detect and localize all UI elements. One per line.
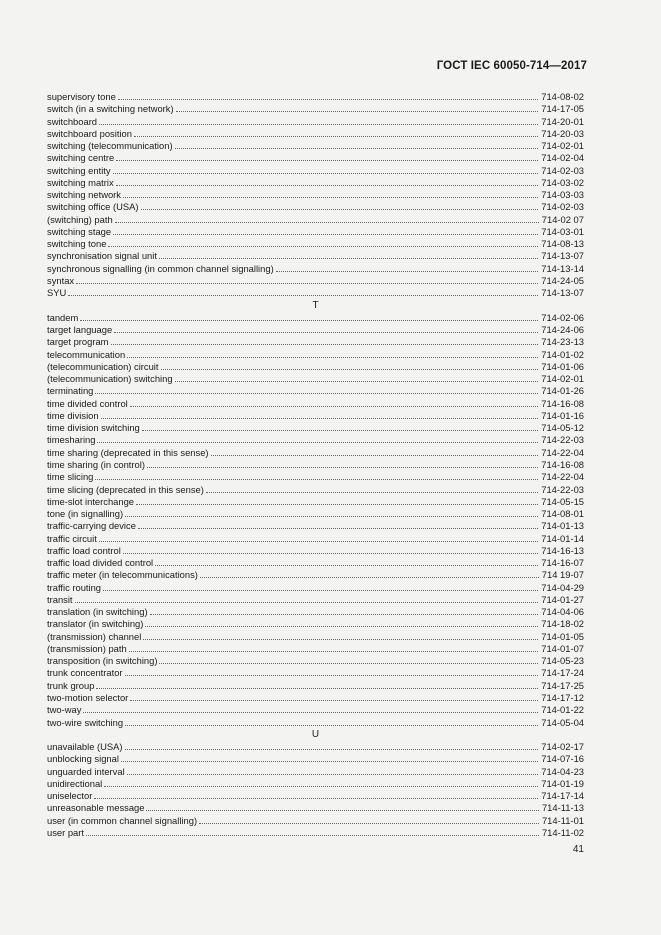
index-entry bbox=[47, 692, 584, 704]
dot-leader bbox=[150, 614, 539, 615]
dot-leader bbox=[68, 295, 538, 296]
entry-term: switchboard position bbox=[47, 127, 132, 139]
index-entry bbox=[47, 827, 584, 839]
entry-reference: 714-22-03 bbox=[541, 434, 584, 446]
entry-reference: 714-22-04 bbox=[541, 446, 584, 458]
entry-term: switching tone bbox=[47, 238, 107, 250]
entry-reference: 714-02-03 bbox=[541, 201, 584, 213]
dot-leader bbox=[130, 700, 538, 701]
entry-term: unavailable (USA) bbox=[47, 741, 123, 753]
dot-leader bbox=[116, 160, 538, 161]
entry-reference: 714-01-26 bbox=[541, 385, 584, 397]
entry-reference: 714-16-07 bbox=[541, 557, 584, 569]
dot-leader bbox=[116, 185, 539, 186]
entry-reference: 714-24-06 bbox=[541, 324, 584, 336]
entry-term: tandem bbox=[47, 311, 79, 323]
entry-reference: 714-11-02 bbox=[541, 826, 584, 838]
entry-term: (transmission) channel bbox=[47, 630, 142, 642]
index-entry bbox=[47, 508, 584, 520]
entry-reference: 714-02-06 bbox=[541, 311, 584, 323]
index-entry bbox=[47, 336, 584, 348]
entry-term: translation (in switching) bbox=[47, 606, 148, 618]
dot-leader bbox=[155, 565, 538, 566]
entry-reference: 714-17-25 bbox=[541, 679, 584, 691]
index-entry bbox=[47, 349, 584, 361]
entry-term: syntax bbox=[47, 274, 75, 286]
entry-reference: 714-11-01 bbox=[541, 814, 584, 826]
entry-term: (transmission) path bbox=[47, 642, 127, 654]
dot-leader bbox=[199, 823, 539, 824]
dot-leader bbox=[101, 418, 539, 419]
entry-reference: 714-20-01 bbox=[541, 115, 584, 127]
index-entry bbox=[47, 434, 584, 446]
entry-reference: 714-04-06 bbox=[541, 606, 584, 618]
dot-leader bbox=[127, 774, 539, 775]
entry-reference: 714-01-13 bbox=[541, 520, 584, 532]
entry-term: transit bbox=[47, 593, 73, 605]
entry-term: switchboard bbox=[47, 115, 98, 127]
index-entry bbox=[47, 140, 584, 152]
entry-reference: 714-01-06 bbox=[541, 360, 584, 372]
entry-reference: 714-20-03 bbox=[541, 127, 584, 139]
dot-leader bbox=[96, 688, 538, 689]
entry-reference: 714-05-04 bbox=[541, 716, 584, 728]
entry-term: timesharing bbox=[47, 434, 96, 446]
index-entry bbox=[47, 275, 584, 287]
entry-reference: 714-04-29 bbox=[541, 581, 584, 593]
index-entry bbox=[47, 410, 584, 422]
entry-term: tone (in signalling) bbox=[47, 508, 124, 520]
dot-leader bbox=[143, 639, 538, 640]
entry-term: traffic load control bbox=[47, 544, 121, 556]
dot-leader bbox=[129, 651, 539, 652]
dot-leader bbox=[108, 246, 538, 247]
entry-reference: 714-01-19 bbox=[541, 777, 584, 789]
index-entry bbox=[47, 103, 584, 115]
entry-term: supervisory tone bbox=[47, 91, 116, 102]
entry-reference: 714-17-05 bbox=[541, 103, 584, 115]
entry-reference: 714-02-04 bbox=[541, 152, 584, 164]
entry-term: two-way bbox=[47, 704, 82, 716]
index-entry bbox=[47, 802, 584, 814]
dot-leader bbox=[125, 749, 539, 750]
entry-term: traffic-carrying device bbox=[47, 520, 136, 532]
entry-term: time-slot interchange bbox=[47, 495, 135, 507]
entry-term: traffic load divided control bbox=[47, 557, 154, 569]
entry-reference: 714-02-03 bbox=[541, 164, 584, 176]
entry-term: time divided control bbox=[47, 397, 128, 409]
index-entry bbox=[47, 422, 584, 434]
dot-leader bbox=[123, 553, 538, 554]
entry-reference: 714-01-07 bbox=[541, 642, 584, 654]
dot-leader bbox=[125, 725, 538, 726]
entry-term: (telecommunication) circuit bbox=[47, 360, 159, 372]
dot-leader bbox=[99, 124, 538, 125]
index-entry bbox=[47, 631, 584, 643]
index-entry bbox=[47, 484, 584, 496]
dot-leader bbox=[175, 148, 539, 149]
dot-leader bbox=[95, 479, 538, 480]
index-entry bbox=[47, 152, 584, 164]
entry-reference: 714-05-12 bbox=[541, 422, 584, 434]
dot-leader bbox=[111, 344, 539, 345]
entry-term: synchronous signalling (in common channel signalling) bbox=[47, 262, 274, 274]
index-entry bbox=[47, 116, 584, 128]
entry-term: unblocking signal bbox=[47, 753, 119, 765]
entry-term: time slicing bbox=[47, 471, 94, 483]
index-entry bbox=[47, 447, 584, 459]
section-letter: U bbox=[311, 728, 320, 740]
entry-reference: 714-13-07 bbox=[541, 250, 584, 262]
dot-leader bbox=[125, 516, 538, 517]
dot-leader bbox=[97, 442, 538, 443]
entry-reference: 714-03-02 bbox=[541, 176, 584, 188]
index-entry bbox=[47, 643, 584, 655]
entry-reference: 714-18-02 bbox=[541, 618, 584, 630]
entry-reference: 714-07-16 bbox=[541, 753, 584, 765]
page-number: 41 bbox=[572, 844, 584, 855]
index-entry bbox=[47, 790, 584, 802]
dot-leader bbox=[113, 234, 538, 235]
entry-reference: 714-01-05 bbox=[541, 630, 584, 642]
dot-leader bbox=[159, 258, 538, 259]
dot-leader bbox=[123, 197, 538, 198]
dot-leader bbox=[75, 602, 539, 603]
index-entry bbox=[47, 545, 584, 557]
index-entry bbox=[47, 128, 584, 140]
entry-reference: 714-04-23 bbox=[541, 765, 584, 777]
dot-leader bbox=[125, 675, 539, 676]
entry-term: traffic meter (in telecommunications) bbox=[47, 569, 198, 581]
section-letter: T bbox=[312, 299, 319, 311]
entry-reference: 714-17-14 bbox=[541, 790, 584, 802]
dot-leader bbox=[142, 430, 539, 431]
entry-reference: 714-05-23 bbox=[541, 655, 584, 667]
entry-reference: 714-03-01 bbox=[541, 225, 584, 237]
index-entry bbox=[47, 361, 584, 373]
dot-leader bbox=[121, 761, 538, 762]
index-entry bbox=[47, 287, 584, 299]
dot-leader bbox=[176, 111, 539, 112]
entry-term: time sharing (deprecated in this sense) bbox=[47, 446, 209, 458]
index-entry bbox=[47, 312, 584, 324]
dot-leader bbox=[114, 332, 538, 333]
entry-term: time sharing (in control) bbox=[47, 458, 145, 470]
entry-reference: 714-16-08 bbox=[541, 458, 584, 470]
index-entry bbox=[47, 189, 584, 201]
index-entry bbox=[47, 263, 584, 275]
index-entry bbox=[47, 214, 584, 226]
dot-leader bbox=[134, 136, 538, 137]
index-entry bbox=[47, 557, 584, 569]
dot-leader bbox=[103, 590, 538, 591]
entry-term: uniselector bbox=[47, 790, 93, 802]
dot-leader bbox=[94, 798, 538, 799]
dot-leader bbox=[76, 283, 538, 284]
index-entry bbox=[47, 594, 584, 606]
entry-reference: 714-01-27 bbox=[541, 593, 584, 605]
index-entry bbox=[47, 177, 584, 189]
entry-reference: 714-05-15 bbox=[541, 495, 584, 507]
entry-term: unreasonable message bbox=[47, 802, 145, 814]
index-entry bbox=[47, 741, 584, 753]
index-entry bbox=[47, 815, 584, 827]
index-entry bbox=[47, 680, 584, 692]
entry-term: switching centre bbox=[47, 152, 115, 164]
entry-term: switching entity bbox=[47, 164, 111, 176]
entry-reference: 714-02 07 bbox=[541, 213, 584, 225]
entry-term: transposition (in switching) bbox=[47, 655, 158, 667]
entry-reference: 714-02-17 bbox=[541, 741, 584, 753]
entry-reference: 714-08-01 bbox=[541, 508, 584, 520]
index-entry bbox=[47, 753, 584, 765]
index-entry bbox=[47, 398, 584, 410]
entry-reference: 714-22-03 bbox=[541, 483, 584, 495]
dot-leader bbox=[99, 541, 538, 542]
entry-term: (telecommunication) switching bbox=[47, 373, 173, 385]
entry-term: switch (in a switching network) bbox=[47, 103, 174, 115]
entry-reference: 714 19-07 bbox=[541, 569, 584, 581]
entry-term: translator (in switching) bbox=[47, 618, 144, 630]
entry-term: user part bbox=[47, 826, 84, 838]
index-entry bbox=[47, 459, 584, 471]
index-entry bbox=[47, 373, 584, 385]
entry-term: switching network bbox=[47, 189, 121, 201]
entry-term: two-motion selector bbox=[47, 692, 129, 704]
entry-term: switching stage bbox=[47, 225, 112, 237]
dot-leader bbox=[206, 492, 538, 493]
dot-leader bbox=[175, 381, 539, 382]
entry-term: target language bbox=[47, 324, 113, 336]
dot-leader bbox=[200, 577, 539, 578]
index-entry bbox=[47, 704, 584, 716]
index-entry bbox=[47, 667, 584, 679]
entry-reference: 714-02-01 bbox=[541, 373, 584, 385]
entry-term: synchronisation signal unit bbox=[47, 250, 157, 262]
index-entry bbox=[47, 766, 584, 778]
index-entry bbox=[47, 165, 584, 177]
index-entry bbox=[47, 324, 584, 336]
entry-term: trunk group bbox=[47, 679, 95, 691]
dot-leader bbox=[276, 271, 539, 272]
index-entry bbox=[47, 606, 584, 618]
dot-leader bbox=[145, 626, 538, 627]
entry-reference: 714-11-13 bbox=[541, 802, 584, 814]
index-entry bbox=[47, 201, 584, 213]
entry-term: terminating bbox=[47, 385, 94, 397]
entry-reference: 714-22-04 bbox=[541, 471, 584, 483]
entry-term: unidirectional bbox=[47, 777, 103, 789]
index-entry bbox=[47, 533, 584, 545]
entry-reference: 714-01-14 bbox=[541, 532, 584, 544]
index-entry bbox=[47, 778, 584, 790]
dot-leader bbox=[104, 786, 538, 787]
dot-leader bbox=[83, 712, 538, 713]
entry-reference: 714-17-12 bbox=[541, 692, 584, 704]
index-entry bbox=[47, 471, 584, 483]
entry-reference: 714-08-02 bbox=[541, 91, 584, 102]
dot-leader bbox=[161, 369, 539, 370]
entry-reference: 714-01-16 bbox=[541, 409, 584, 421]
document-header: ГОСТ IEC 60050-714—2017 bbox=[436, 60, 587, 72]
entry-reference: 714-02-01 bbox=[541, 140, 584, 152]
entry-term: time division bbox=[47, 409, 99, 421]
index-entry bbox=[47, 582, 584, 594]
dot-leader bbox=[80, 320, 538, 321]
entry-reference: 714-23-13 bbox=[541, 336, 584, 348]
dot-leader bbox=[115, 222, 539, 223]
entry-term: time division switching bbox=[47, 422, 140, 434]
dot-leader bbox=[127, 357, 538, 358]
index-entry bbox=[47, 618, 584, 630]
dot-leader bbox=[118, 99, 538, 100]
index-entry bbox=[47, 496, 584, 508]
entry-term: traffic routing bbox=[47, 581, 102, 593]
index-entry bbox=[47, 91, 584, 103]
index-entry bbox=[47, 655, 584, 667]
entry-reference: 714-13-07 bbox=[541, 287, 584, 299]
index-entry bbox=[47, 226, 584, 238]
entry-reference: 714-24-05 bbox=[541, 274, 584, 286]
entry-term: switching (telecommunication) bbox=[47, 140, 173, 152]
entry-reference: 714-17-24 bbox=[541, 667, 584, 679]
entry-term: switching matrix bbox=[47, 176, 114, 188]
entry-term: SYU bbox=[47, 287, 67, 299]
entry-term: (switching) path bbox=[47, 213, 113, 225]
dot-leader bbox=[86, 835, 539, 836]
dot-leader bbox=[113, 173, 539, 174]
entry-reference: 714-16-13 bbox=[541, 544, 584, 556]
index-entry bbox=[47, 717, 584, 729]
entry-reference: 714-03-03 bbox=[541, 189, 584, 201]
dot-leader bbox=[147, 467, 538, 468]
entry-reference: 714-16-08 bbox=[541, 397, 584, 409]
entry-term: unguarded interval bbox=[47, 765, 125, 777]
entry-term: user (in common channel signalling) bbox=[47, 814, 198, 826]
entry-term: switching office (USA) bbox=[47, 201, 139, 213]
entry-term: target program bbox=[47, 336, 109, 348]
dot-leader bbox=[130, 406, 538, 407]
index-entry bbox=[47, 569, 584, 581]
index-entry bbox=[47, 520, 584, 532]
dot-leader bbox=[146, 810, 538, 811]
entry-term: traffic circuit bbox=[47, 532, 97, 544]
dot-leader bbox=[211, 455, 539, 456]
index-entry bbox=[47, 385, 584, 397]
entry-term: two-wire switching bbox=[47, 716, 124, 728]
entry-reference: 714-08-13 bbox=[541, 238, 584, 250]
index-entry bbox=[47, 250, 584, 262]
entry-reference: 714-01-22 bbox=[541, 704, 584, 716]
dot-leader bbox=[159, 663, 538, 664]
entry-term: telecommunication bbox=[47, 348, 126, 360]
index-list bbox=[47, 91, 584, 839]
index-entry bbox=[47, 238, 584, 250]
dot-leader bbox=[136, 504, 538, 505]
entry-reference: 714-13-14 bbox=[541, 262, 584, 274]
dot-leader bbox=[141, 209, 539, 210]
dot-leader bbox=[138, 528, 538, 529]
entry-reference: 714-01-02 bbox=[541, 348, 584, 360]
entry-term: trunk concentrator bbox=[47, 667, 123, 679]
entry-term: time slicing (deprecated in this sense) bbox=[47, 483, 204, 495]
dot-leader bbox=[95, 393, 538, 394]
